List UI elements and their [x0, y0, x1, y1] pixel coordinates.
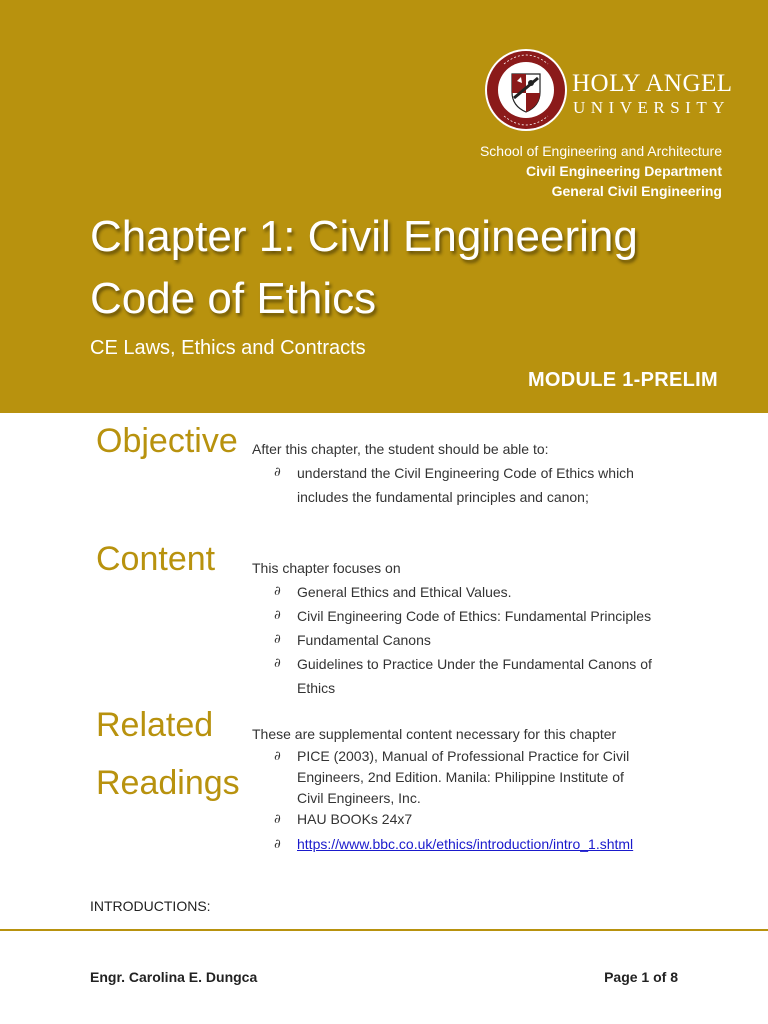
readings-heading-line1: Related — [96, 706, 214, 744]
content-lead: This chapter focuses on — [252, 560, 401, 576]
objective-list — [252, 461, 652, 509]
department-name: Civil Engineering Department — [525, 163, 722, 179]
university-sub: UNIVERSITY — [573, 98, 730, 117]
course-name: CE Laws, Ethics and Contracts — [90, 337, 366, 359]
footer-page-number: Page 1 of 8 — [604, 969, 678, 985]
module-label: MODULE 1-PRELIM — [527, 369, 718, 391]
bullet-icon: ∂ — [274, 608, 281, 623]
list-item-text: Fundamental Canons — [297, 632, 431, 648]
program-name: General Civil Engineering — [551, 183, 722, 199]
chapter-title — [90, 206, 730, 330]
readings-heading-line2: Readings — [96, 764, 240, 802]
objective-lead: After this chapter, the student should be able to: — [252, 441, 549, 457]
university-logo — [484, 48, 733, 138]
list-item — [252, 746, 652, 809]
bullet-icon: ∂ — [274, 656, 281, 671]
chapter-title-line2: Code of Ethics — [90, 274, 377, 323]
list-item — [252, 604, 652, 628]
list-item — [252, 809, 652, 830]
readings-body — [252, 722, 652, 855]
list-item — [252, 834, 652, 855]
header-banner — [0, 0, 768, 413]
chapter-title-line1: Chapter 1: Civil Engineering — [90, 212, 638, 261]
objective-heading: Objective — [96, 422, 238, 460]
list-item-text: PICE (2003), Manual of Professional Practice for Civil Engineers, 2nd Edition. Manila: Philippine Institute of Civil Engineers, Inc. — [297, 748, 630, 806]
list-item-text: HAU BOOKs 24x7 — [297, 811, 413, 827]
list-item-text: understand the Civil Engineering Code of Ethics which includes the fundamental principles and canon; — [297, 465, 634, 505]
readings-lead: These are supplemental content necessary for this chapter — [252, 726, 617, 742]
bullet-icon: ∂ — [274, 465, 281, 480]
content-body — [252, 556, 652, 700]
readings-list — [252, 746, 652, 855]
footer-author: Engr. Carolina E. Dungca — [90, 969, 258, 985]
objective-body — [252, 437, 652, 509]
list-item-text: General Ethics and Ethical Values. — [297, 584, 512, 600]
introductions-label: INTRODUCTIONS: — [90, 898, 211, 914]
reading-link[interactable]: https://www.bbc.co.uk/ethics/introduction/intro_1.shtml — [297, 836, 634, 852]
university-seal-icon — [484, 48, 568, 132]
list-item — [252, 652, 652, 700]
bullet-icon: ∂ — [274, 632, 281, 647]
list-item — [252, 628, 652, 652]
content-heading: Content — [96, 540, 216, 578]
list-item — [252, 580, 652, 604]
list-item-text: Guidelines to Practice Under the Fundamental Canons of Ethics — [297, 656, 652, 696]
content-list — [252, 580, 652, 700]
school-name: School of Engineering and Architecture — [479, 143, 722, 159]
list-item-text: Civil Engineering Code of Ethics: Fundamental Principles — [297, 608, 652, 624]
bullet-icon: ∂ — [274, 584, 281, 599]
list-item — [252, 461, 652, 509]
bullet-icon: ∂ — [274, 749, 281, 764]
bullet-icon: ∂ — [274, 837, 281, 852]
footer-divider — [0, 929, 768, 931]
university-name: HOLY ANGEL — [572, 70, 733, 97]
department-block — [480, 141, 722, 201]
readings-heading — [96, 696, 240, 812]
bullet-icon: ∂ — [274, 812, 281, 827]
